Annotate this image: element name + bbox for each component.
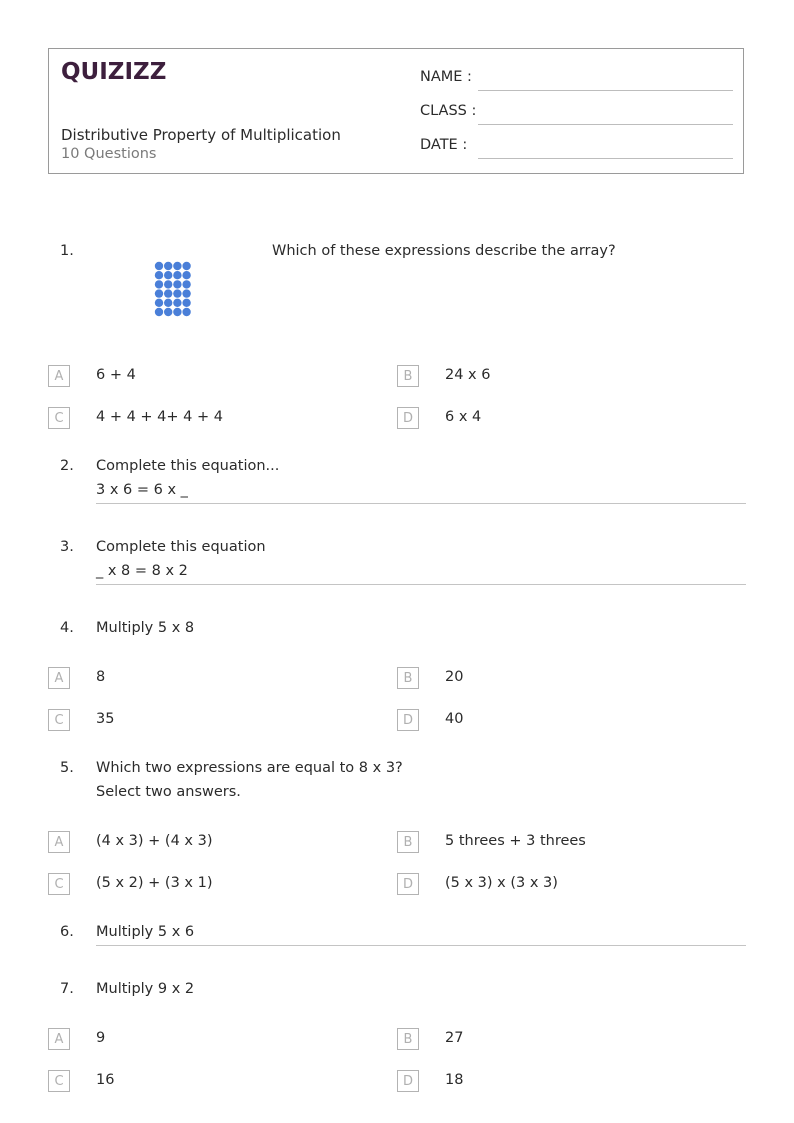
- class-label: CLASS :: [420, 103, 477, 119]
- answer-line[interactable]: [96, 584, 746, 585]
- array-dot: [155, 262, 163, 270]
- option-a-box[interactable]: A: [48, 365, 70, 387]
- question-line: Which two expressions are equal to 8 x 3?: [96, 760, 403, 776]
- option-a-text: 6 + 4: [96, 367, 136, 383]
- question-number: 5.: [60, 760, 74, 776]
- answer-line[interactable]: [96, 503, 746, 504]
- question-text: Multiply 5 x 8: [96, 620, 195, 636]
- question-number: 1.: [60, 243, 74, 259]
- array-dot: [173, 299, 181, 307]
- question-text: Multiply 5 x 6: [96, 924, 195, 940]
- option-d-text: 18: [445, 1072, 464, 1088]
- array-dot: [182, 299, 190, 307]
- option-a-text: (4 x 3) + (4 x 3): [96, 833, 213, 849]
- array-dot: [164, 271, 172, 279]
- question-line: 3 x 6 = 6 x _: [96, 482, 188, 498]
- option-c-text: (5 x 2) + (3 x 1): [96, 875, 213, 891]
- worksheet-title: Distributive Property of Multiplication: [61, 126, 341, 144]
- option-c-text: 16: [96, 1072, 115, 1088]
- array-dot: [182, 308, 190, 316]
- option-d-box[interactable]: D: [397, 1070, 419, 1092]
- question-text: Which of these expressions describe the array?: [272, 243, 616, 259]
- option-d-text: 40: [445, 711, 464, 727]
- array-dot: [182, 280, 190, 288]
- array-dot: [182, 289, 190, 297]
- option-a-box[interactable]: A: [48, 831, 70, 853]
- worksheet-header: [48, 48, 744, 174]
- option-b-box[interactable]: B: [397, 831, 419, 853]
- option-a-text: 9: [96, 1030, 106, 1046]
- option-b-text: 5 threes + 3 threes: [445, 833, 586, 849]
- option-d-box[interactable]: D: [397, 873, 419, 895]
- array-dot: [155, 308, 163, 316]
- option-d-text: (5 x 3) x (3 x 3): [445, 875, 558, 891]
- option-d-text: 6 x 4: [445, 409, 482, 425]
- array-dot: [173, 262, 181, 270]
- date-field[interactable]: [478, 158, 733, 159]
- option-c-box[interactable]: C: [48, 1070, 70, 1092]
- array-dot: [182, 271, 190, 279]
- question-text: [96, 756, 403, 804]
- array-dot: [173, 271, 181, 279]
- array-dot: [164, 289, 172, 297]
- option-c-box[interactable]: C: [48, 709, 70, 731]
- option-c-text: 4 + 4 + 4+ 4 + 4: [96, 409, 223, 425]
- option-c-text: 35: [96, 711, 115, 727]
- array-dot: [155, 289, 163, 297]
- array-dot: [155, 299, 163, 307]
- name-field[interactable]: [478, 90, 733, 91]
- option-a-box[interactable]: A: [48, 1028, 70, 1050]
- array-dot: [164, 299, 172, 307]
- array-dot: [164, 262, 172, 270]
- array-dot: [182, 262, 190, 270]
- question-text: Multiply 9 x 2: [96, 981, 195, 997]
- array-dot: [164, 280, 172, 288]
- question-line: _ x 8 = 8 x 2: [96, 563, 188, 579]
- question-number: 2.: [60, 458, 74, 474]
- option-c-box[interactable]: C: [48, 873, 70, 895]
- option-b-box[interactable]: B: [397, 365, 419, 387]
- question-text: [96, 535, 266, 583]
- option-b-text: 20: [445, 669, 464, 685]
- array-dot: [155, 271, 163, 279]
- question-number: 7.: [60, 981, 74, 997]
- option-a-text: 8: [96, 669, 106, 685]
- option-c-box[interactable]: C: [48, 407, 70, 429]
- name-label: NAME :: [420, 69, 472, 85]
- question-number: 3.: [60, 539, 74, 555]
- array-dot: [155, 280, 163, 288]
- question-count: 10 Questions: [61, 146, 157, 162]
- array-dot: [164, 308, 172, 316]
- date-label: DATE :: [420, 137, 468, 153]
- option-b-box[interactable]: B: [397, 667, 419, 689]
- array-dot: [173, 308, 181, 316]
- question-line: Complete this equation...: [96, 458, 280, 474]
- class-field[interactable]: [478, 124, 733, 125]
- question-number: 6.: [60, 924, 74, 940]
- question-line: Select two answers.: [96, 784, 241, 800]
- answer-line[interactable]: [96, 945, 746, 946]
- quizizz-logo: QUIZIZZ: [61, 59, 167, 85]
- option-b-text: 27: [445, 1030, 464, 1046]
- question-number: 4.: [60, 620, 74, 636]
- array-dot: [173, 289, 181, 297]
- question-line: Complete this equation: [96, 539, 266, 555]
- option-a-box[interactable]: A: [48, 667, 70, 689]
- option-b-text: 24 x 6: [445, 367, 491, 383]
- option-d-box[interactable]: D: [397, 407, 419, 429]
- dot-array-image: [154, 261, 194, 317]
- option-d-box[interactable]: D: [397, 709, 419, 731]
- option-b-box[interactable]: B: [397, 1028, 419, 1050]
- question-text: [96, 454, 279, 502]
- array-dot: [173, 280, 181, 288]
